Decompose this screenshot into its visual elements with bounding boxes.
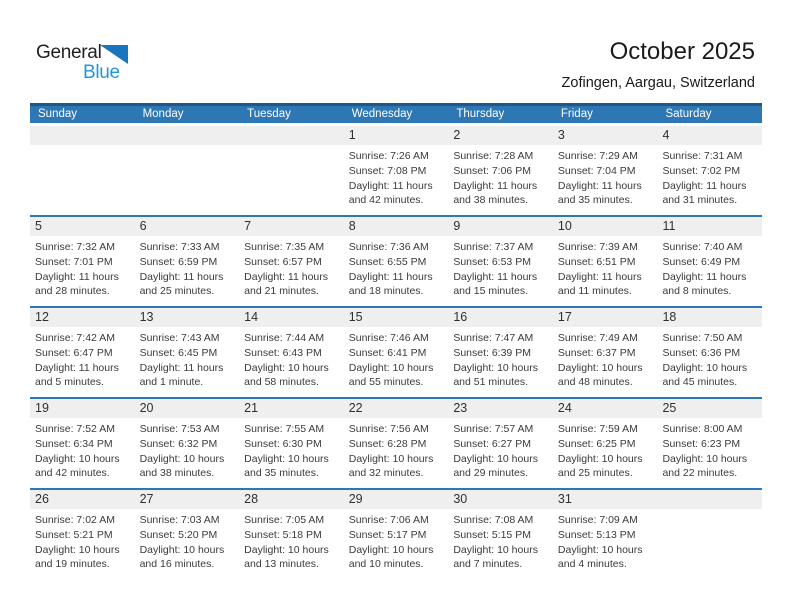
day-number: 3 (553, 126, 658, 145)
day-details (657, 236, 762, 299)
day-cell (135, 126, 240, 215)
sunset-text: Sunset: 7:01 PM (35, 255, 113, 268)
sunset-text: Sunset: 6:32 PM (139, 437, 218, 450)
day-details (553, 236, 658, 299)
day-cell (135, 308, 240, 397)
sunset-text: Sunset: 7:08 PM (348, 164, 427, 177)
sunrise-text: Sunrise: 8:00 AM (662, 423, 743, 435)
day-number: 17 (553, 308, 658, 327)
day-cell (135, 217, 240, 306)
day-details (30, 509, 135, 572)
sunset-text: Sunset: 6:30 PM (244, 437, 322, 450)
day-number: 14 (239, 308, 344, 327)
page-title: October 2025 (609, 38, 755, 65)
daylight-text: Daylight: 10 hours and 32 minutes. (348, 452, 434, 480)
day-number: 19 (30, 399, 135, 418)
daylight-text: Daylight: 10 hours and 4 minutes. (557, 543, 643, 571)
logo-text-general: General (36, 42, 102, 63)
sunrise-text: Sunrise: 7:28 AM (453, 150, 534, 162)
day-cell (239, 490, 344, 579)
sunrise-text: Sunrise: 7:33 AM (139, 241, 220, 253)
daylight-text: Daylight: 10 hours and 16 minutes. (139, 543, 225, 571)
sunset-text: Sunset: 6:36 PM (662, 346, 741, 359)
daylight-text: Daylight: 10 hours and 10 minutes. (348, 543, 434, 571)
day-details (448, 418, 553, 481)
weekday-header (30, 103, 762, 123)
day-cell (30, 126, 135, 215)
weekday-monday: Monday (142, 108, 184, 120)
day-details (344, 509, 449, 572)
day-details (30, 418, 135, 481)
sunrise-text: Sunrise: 7:31 AM (662, 150, 743, 162)
day-details (553, 509, 658, 572)
day-details (657, 509, 762, 513)
sunrise-text: Sunrise: 7:56 AM (348, 423, 429, 435)
sunset-text: Sunset: 6:23 PM (662, 437, 741, 450)
sunset-text: Sunset: 6:41 PM (348, 346, 427, 359)
sunrise-text: Sunrise: 7:43 AM (139, 332, 220, 344)
day-cell (553, 399, 658, 488)
day-cell (448, 308, 553, 397)
sunrise-text: Sunrise: 7:03 AM (139, 514, 220, 526)
day-cell (553, 217, 658, 306)
day-cell (657, 399, 762, 488)
daylight-text: Daylight: 10 hours and 19 minutes. (35, 543, 120, 571)
day-number: 31 (553, 490, 658, 509)
day-number: 24 (553, 399, 658, 418)
day-details (553, 327, 658, 390)
day-number (30, 126, 135, 145)
daylight-text: Daylight: 10 hours and 58 minutes. (244, 361, 329, 389)
day-number: 30 (448, 490, 553, 509)
day-number: 21 (239, 399, 344, 418)
daylight-text: Daylight: 11 hours and 21 minutes. (244, 270, 329, 298)
daylight-text: Daylight: 10 hours and 48 minutes. (557, 361, 643, 389)
sunset-text: Sunset: 6:34 PM (35, 437, 113, 450)
day-details (30, 236, 135, 299)
daylight-text: Daylight: 11 hours and 15 minutes. (453, 270, 538, 298)
sunrise-text: Sunrise: 7:40 AM (662, 241, 743, 253)
sunrise-text: Sunrise: 7:39 AM (557, 241, 638, 253)
logo-text-blue: Blue (83, 62, 120, 83)
sunrise-text: Sunrise: 7:29 AM (557, 150, 638, 162)
sunset-text: Sunset: 6:49 PM (662, 255, 741, 268)
day-cell (344, 490, 449, 579)
sunset-text: Sunset: 6:37 PM (557, 346, 636, 359)
weekday-friday: Friday (560, 108, 593, 120)
day-cell (239, 308, 344, 397)
week-row (30, 488, 762, 579)
day-cell (135, 399, 240, 488)
sunrise-text: Sunrise: 7:55 AM (244, 423, 325, 435)
day-number: 13 (135, 308, 240, 327)
day-cell (239, 126, 344, 215)
day-cell (344, 399, 449, 488)
day-cell (30, 308, 135, 397)
sunset-text: Sunset: 6:59 PM (139, 255, 218, 268)
week-row (30, 397, 762, 488)
daylight-text: Daylight: 11 hours and 35 minutes. (557, 179, 642, 207)
sunrise-text: Sunrise: 7:44 AM (244, 332, 325, 344)
sunrise-text: Sunrise: 7:06 AM (348, 514, 429, 526)
daylight-text: Daylight: 10 hours and 42 minutes. (35, 452, 120, 480)
weekday-thursday: Thursday (456, 108, 505, 120)
day-details (448, 236, 553, 299)
sunset-text: Sunset: 6:57 PM (244, 255, 322, 268)
sunrise-text: Sunrise: 7:53 AM (139, 423, 220, 435)
daylight-text: Daylight: 10 hours and 38 minutes. (139, 452, 225, 480)
sunrise-text: Sunrise: 7:36 AM (348, 241, 429, 253)
sunrise-text: Sunrise: 7:46 AM (348, 332, 429, 344)
sunset-text: Sunset: 6:43 PM (244, 346, 322, 359)
day-details (135, 327, 240, 390)
day-cell (657, 217, 762, 306)
daylight-text: Daylight: 11 hours and 8 minutes. (662, 270, 747, 298)
sunset-text: Sunset: 7:04 PM (557, 164, 636, 177)
day-details (30, 145, 135, 149)
daylight-text: Daylight: 11 hours and 42 minutes. (348, 179, 433, 207)
logo (36, 42, 186, 90)
daylight-text: Daylight: 10 hours and 51 minutes. (453, 361, 538, 389)
day-number: 28 (239, 490, 344, 509)
day-details (135, 509, 240, 572)
day-cell (344, 217, 449, 306)
daylight-text: Daylight: 10 hours and 13 minutes. (244, 543, 329, 571)
sunset-text: Sunset: 6:39 PM (453, 346, 531, 359)
weekday-saturday: Saturday (665, 108, 712, 120)
week-row (30, 126, 762, 215)
sunrise-text: Sunrise: 7:49 AM (557, 332, 638, 344)
day-number: 26 (30, 490, 135, 509)
day-number: 27 (135, 490, 240, 509)
sunset-text: Sunset: 7:06 PM (453, 164, 531, 177)
title-block (562, 38, 755, 91)
sunset-text: Sunset: 5:18 PM (244, 528, 322, 541)
day-cell (239, 399, 344, 488)
weeks-grid (30, 126, 762, 579)
day-number: 1 (344, 126, 449, 145)
sunset-text: Sunset: 6:27 PM (453, 437, 531, 450)
day-details (344, 145, 449, 208)
sunset-text: Sunset: 6:55 PM (348, 255, 427, 268)
sunrise-text: Sunrise: 7:05 AM (244, 514, 325, 526)
sunrise-text: Sunrise: 7:57 AM (453, 423, 534, 435)
weekday-tuesday: Tuesday (247, 108, 291, 120)
day-cell (344, 126, 449, 215)
day-number: 6 (135, 217, 240, 236)
daylight-text: Daylight: 11 hours and 38 minutes. (453, 179, 538, 207)
day-details (344, 418, 449, 481)
day-details (553, 145, 658, 208)
day-number: 8 (344, 217, 449, 236)
day-cell (553, 490, 658, 579)
daylight-text: Daylight: 10 hours and 25 minutes. (557, 452, 643, 480)
day-cell (553, 126, 658, 215)
day-number: 2 (448, 126, 553, 145)
day-number: 10 (553, 217, 658, 236)
sunset-text: Sunset: 6:53 PM (453, 255, 531, 268)
day-number: 7 (239, 217, 344, 236)
weekday-sunday: Sunday (38, 108, 78, 120)
day-number: 15 (344, 308, 449, 327)
day-cell (344, 308, 449, 397)
sunset-text: Sunset: 6:51 PM (557, 255, 636, 268)
daylight-text: Daylight: 10 hours and 35 minutes. (244, 452, 329, 480)
day-details (239, 327, 344, 390)
sunset-text: Sunset: 5:21 PM (35, 528, 113, 541)
day-number: 16 (448, 308, 553, 327)
day-details (448, 327, 553, 390)
day-details (135, 236, 240, 299)
day-number: 22 (344, 399, 449, 418)
sunrise-text: Sunrise: 7:26 AM (348, 150, 429, 162)
sunrise-text: Sunrise: 7:42 AM (35, 332, 115, 344)
sunset-text: Sunset: 6:28 PM (348, 437, 427, 450)
day-details (448, 145, 553, 208)
day-cell (448, 399, 553, 488)
sunrise-text: Sunrise: 7:59 AM (557, 423, 638, 435)
sunrise-text: Sunrise: 7:09 AM (557, 514, 638, 526)
sunset-text: Sunset: 7:02 PM (662, 164, 741, 177)
page-subtitle: Zofingen, Aargau, Switzerland (561, 75, 755, 91)
daylight-text: Daylight: 10 hours and 7 minutes. (453, 543, 538, 571)
sunrise-text: Sunrise: 7:02 AM (35, 514, 115, 526)
day-details (239, 236, 344, 299)
sunset-text: Sunset: 5:13 PM (557, 528, 636, 541)
day-cell (448, 217, 553, 306)
week-row (30, 215, 762, 306)
daylight-text: Daylight: 11 hours and 1 minute. (139, 361, 224, 389)
day-details (553, 418, 658, 481)
day-number: 5 (30, 217, 135, 236)
day-number (135, 126, 240, 145)
sunrise-text: Sunrise: 7:37 AM (453, 241, 534, 253)
day-number: 23 (448, 399, 553, 418)
daylight-text: Daylight: 10 hours and 29 minutes. (453, 452, 538, 480)
sunrise-text: Sunrise: 7:50 AM (662, 332, 743, 344)
day-details (30, 327, 135, 390)
daylight-text: Daylight: 11 hours and 5 minutes. (35, 361, 119, 389)
week-row (30, 306, 762, 397)
calendar-table (30, 103, 762, 579)
day-details (239, 145, 344, 149)
day-details (657, 327, 762, 390)
sunrise-text: Sunrise: 7:47 AM (453, 332, 534, 344)
day-cell (239, 217, 344, 306)
day-number: 18 (657, 308, 762, 327)
sunrise-text: Sunrise: 7:35 AM (244, 241, 325, 253)
day-cell (657, 126, 762, 215)
weekday-wednesday: Wednesday (351, 108, 413, 120)
daylight-text: Daylight: 10 hours and 55 minutes. (348, 361, 434, 389)
day-details (344, 327, 449, 390)
day-number (239, 126, 344, 145)
day-cell (30, 490, 135, 579)
day-cell (448, 490, 553, 579)
daylight-text: Daylight: 11 hours and 31 minutes. (662, 179, 747, 207)
daylight-text: Daylight: 11 hours and 28 minutes. (35, 270, 119, 298)
day-number: 4 (657, 126, 762, 145)
day-details (657, 145, 762, 208)
sunset-text: Sunset: 5:20 PM (139, 528, 218, 541)
daylight-text: Daylight: 11 hours and 11 minutes. (557, 270, 642, 298)
day-details (135, 418, 240, 481)
daylight-text: Daylight: 10 hours and 45 minutes. (662, 361, 748, 389)
day-number: 25 (657, 399, 762, 418)
daylight-text: Daylight: 11 hours and 18 minutes. (348, 270, 433, 298)
daylight-text: Daylight: 10 hours and 22 minutes. (662, 452, 748, 480)
day-cell (553, 308, 658, 397)
sunset-text: Sunset: 6:45 PM (139, 346, 218, 359)
day-cell (30, 399, 135, 488)
sunrise-text: Sunrise: 7:08 AM (453, 514, 534, 526)
day-cell (657, 490, 762, 579)
day-number (657, 490, 762, 509)
day-cell (448, 126, 553, 215)
day-number: 9 (448, 217, 553, 236)
day-details (344, 236, 449, 299)
sunrise-text: Sunrise: 7:52 AM (35, 423, 115, 435)
day-cell (657, 308, 762, 397)
sunrise-text: Sunrise: 7:32 AM (35, 241, 115, 253)
day-cell (30, 217, 135, 306)
day-number: 20 (135, 399, 240, 418)
sunset-text: Sunset: 6:47 PM (35, 346, 113, 359)
sunset-text: Sunset: 5:17 PM (348, 528, 427, 541)
day-number: 29 (344, 490, 449, 509)
day-cell (135, 490, 240, 579)
day-number: 12 (30, 308, 135, 327)
day-number: 11 (657, 217, 762, 236)
day-details (239, 418, 344, 481)
sunset-text: Sunset: 5:15 PM (453, 528, 531, 541)
daylight-text: Daylight: 11 hours and 25 minutes. (139, 270, 224, 298)
sunset-text: Sunset: 6:25 PM (557, 437, 636, 450)
day-details (135, 145, 240, 149)
day-details (239, 509, 344, 572)
day-details (448, 509, 553, 572)
day-details (657, 418, 762, 481)
